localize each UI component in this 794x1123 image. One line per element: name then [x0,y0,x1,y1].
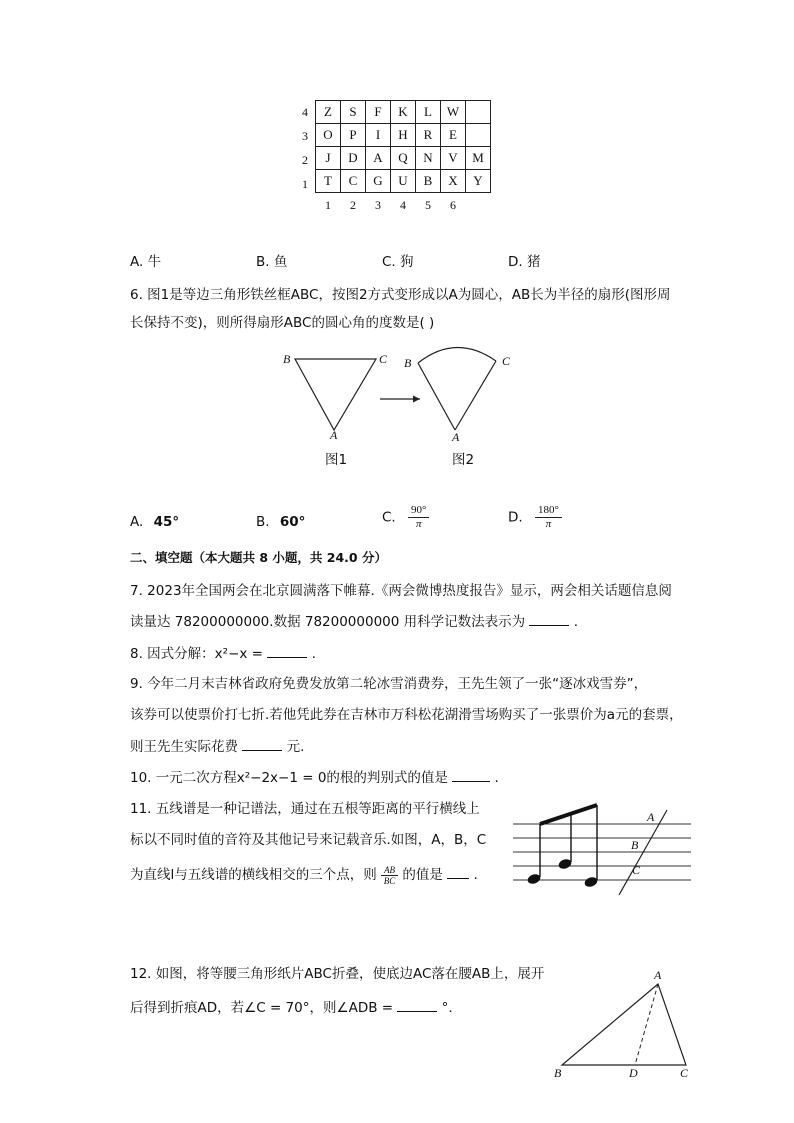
q8-end: . [311,646,316,662]
fig1-label-c: C [379,352,388,366]
option-prefix: C. [382,509,396,526]
fraction [381,865,398,886]
fig1-caption: 图1 [325,452,348,468]
q6-line1: 6. 图1是等边三角形铁丝框ABC，按图2方式变形成以A为圆心，AB长为半径的扇形(图形周 [130,287,671,303]
q9-line2: 该券可以使票价打七折.若他凭此券在吉林市万科松花湖滑雪场购买了一张票价为a元的套票， [130,707,683,723]
q6-option-c [382,504,429,531]
q6-figures [270,345,530,475]
fig1-label-b: B [283,352,291,366]
answer-blank[interactable] [397,997,437,1012]
sector-arc [418,347,496,363]
answer-blank[interactable] [447,864,469,879]
q7-line1: 7. 2023年全国两会在北京圆满落下帷幕.《两会微博热度报告》显示，两会相关话题信息阅 [130,583,672,599]
q11-text: 为直线l与五线谱的横线相交的三个点，则 [130,867,377,883]
answer-blank[interactable] [267,643,307,658]
grid-cell: U [391,170,416,193]
q12-text: 后得到折痕AD，若∠C = 70°，则∠ADB = [130,1000,398,1016]
grid-cell: D [341,147,366,170]
grid-row [316,124,491,147]
grid-cell: P [341,124,366,147]
grid-cell: V [441,147,466,170]
col-label: 2 [350,198,356,212]
q9-line1: 9. 今年二月末吉林省政府免费发放第二轮冰雪消费券，王先生领了一张“逐冰戏雪券”， [130,676,648,692]
triangle-fold-figure [550,975,700,1075]
q5-option-a: A. 牛 [130,254,162,270]
grid-cell: G [366,170,391,193]
fraction-numerator: AB [381,865,398,876]
fraction-numerator: 180° [535,504,562,518]
answer-blank[interactable] [242,736,282,751]
q6-line2: 长保持不变)，则所得扇形ABC的圆心角的度数是( ) [130,315,435,331]
q8-text: 8. 因式分解：x²−x = [130,646,268,662]
grid-cell: Z [316,101,341,124]
point-a-label: A [647,810,655,824]
grid-row [316,170,491,193]
grid-cell: Y [466,170,491,193]
grid-cell: L [416,101,441,124]
q12-line1: 12. 如图，将等腰三角形纸片ABC折叠，使底边AC落在腰AB上，展开 [130,966,545,982]
point-c-label: C [632,863,641,877]
option-prefix: D. [508,509,523,526]
fig2-caption: 图2 [452,452,475,468]
fig1-label-a: A [330,428,338,442]
q5-option-b: B. 鱼 [256,254,288,270]
col-label: 5 [425,198,431,212]
q10-text: 10. 一元二次方程x²−2x−1 = 0的根的判别式的值是 [130,770,448,786]
q12-line2 [130,997,453,1018]
grid-cell: A [366,147,391,170]
grid-cell: I [366,124,391,147]
q9-line3 [130,736,304,757]
fraction-denominator: π [545,518,552,530]
row-label: 2 [302,153,308,167]
grid-cell: X [441,170,466,193]
q11-line1: 11. 五线谱是一种记谱法，通过在五根等距离的平行横线上 [130,801,480,817]
q10 [130,767,499,788]
fold-crease-ad [635,984,658,1065]
q6-option-d [508,504,562,531]
fraction-denominator: π [415,518,422,530]
vertex-c-label: C [680,1066,689,1080]
q5-option-c: C. 狗 [382,254,414,270]
grid-cell [466,101,491,124]
fig2-label-a: A [452,430,460,444]
row-label: 3 [302,129,308,143]
vertex-d-label: D [629,1066,638,1080]
grid-cell: C [341,170,366,193]
col-label: 1 [325,198,331,212]
q7-line2 [130,611,578,632]
fraction-numerator: 90° [408,504,429,518]
q6-option-b [256,512,305,532]
triangle-abc [562,984,686,1065]
vertex-b-label: B [554,1066,562,1080]
grid-cell: S [341,101,366,124]
sector-radius-ac [455,361,496,430]
answer-blank[interactable] [452,767,490,782]
q11-text: 的值是 [402,867,443,883]
grid-cell: T [316,170,341,193]
letter-grid [315,100,491,193]
grid-cell: Q [391,147,416,170]
fraction [408,504,429,531]
grid-cell: N [416,147,441,170]
col-label: 3 [375,198,381,212]
option-value: 45° [153,514,180,530]
option-prefix: B. [256,514,270,530]
fraction [535,504,562,531]
option-prefix: A. [130,514,144,530]
row-label: 4 [302,105,308,119]
grid-cell: E [441,124,466,147]
grid-cell [466,124,491,147]
grid-cell: J [316,147,341,170]
q9-text: 则王先生实际花费 [130,739,238,755]
grid-cell: W [441,101,466,124]
q11-line2: 标以不同时值的音符及其他记号来记载音乐.如图，A，B，C [130,832,487,848]
section-heading: 二、填空题（本大题共 8 小题，共 24.0 分） [130,550,387,565]
grid-cell: H [391,124,416,147]
grid-cell: B [416,170,441,193]
grid-cell: M [466,147,491,170]
grid-cell: O [316,124,341,147]
q9-end: 元. [286,739,305,755]
grid-cell: F [366,101,391,124]
q7-text: 读量达 78200000000.数据 78200000000 用科学记数法表示为 [130,614,526,630]
grid-row [316,101,491,124]
q10-end: . [494,770,499,786]
vertex-a-label: A [654,968,662,982]
option-value: 60° [279,514,306,530]
arrow-head [413,396,420,403]
grid-cell: R [416,124,441,147]
q11-end: . [473,867,478,883]
grid-cell: K [391,101,416,124]
fig2-label-b: B [404,356,412,370]
q12-end: °. [441,1000,453,1016]
music-staff-figure [505,798,695,898]
col-label: 6 [450,198,456,212]
row-label: 1 [302,177,308,191]
q8 [130,643,316,664]
fig2-label-c: C [502,354,511,368]
sector-radius-ab [418,363,455,430]
q6-option-a [130,512,179,532]
triangle-shape [295,359,376,430]
q7-end: . [573,614,579,630]
col-label: 4 [400,198,406,212]
answer-blank[interactable] [529,611,569,626]
q5-option-d: D. 猪 [508,254,541,270]
fraction-denominator: BC [383,875,396,886]
grid-row [316,147,491,170]
point-b-label: B [631,838,639,852]
note-beam [540,805,597,824]
q11-line3 [130,864,478,886]
